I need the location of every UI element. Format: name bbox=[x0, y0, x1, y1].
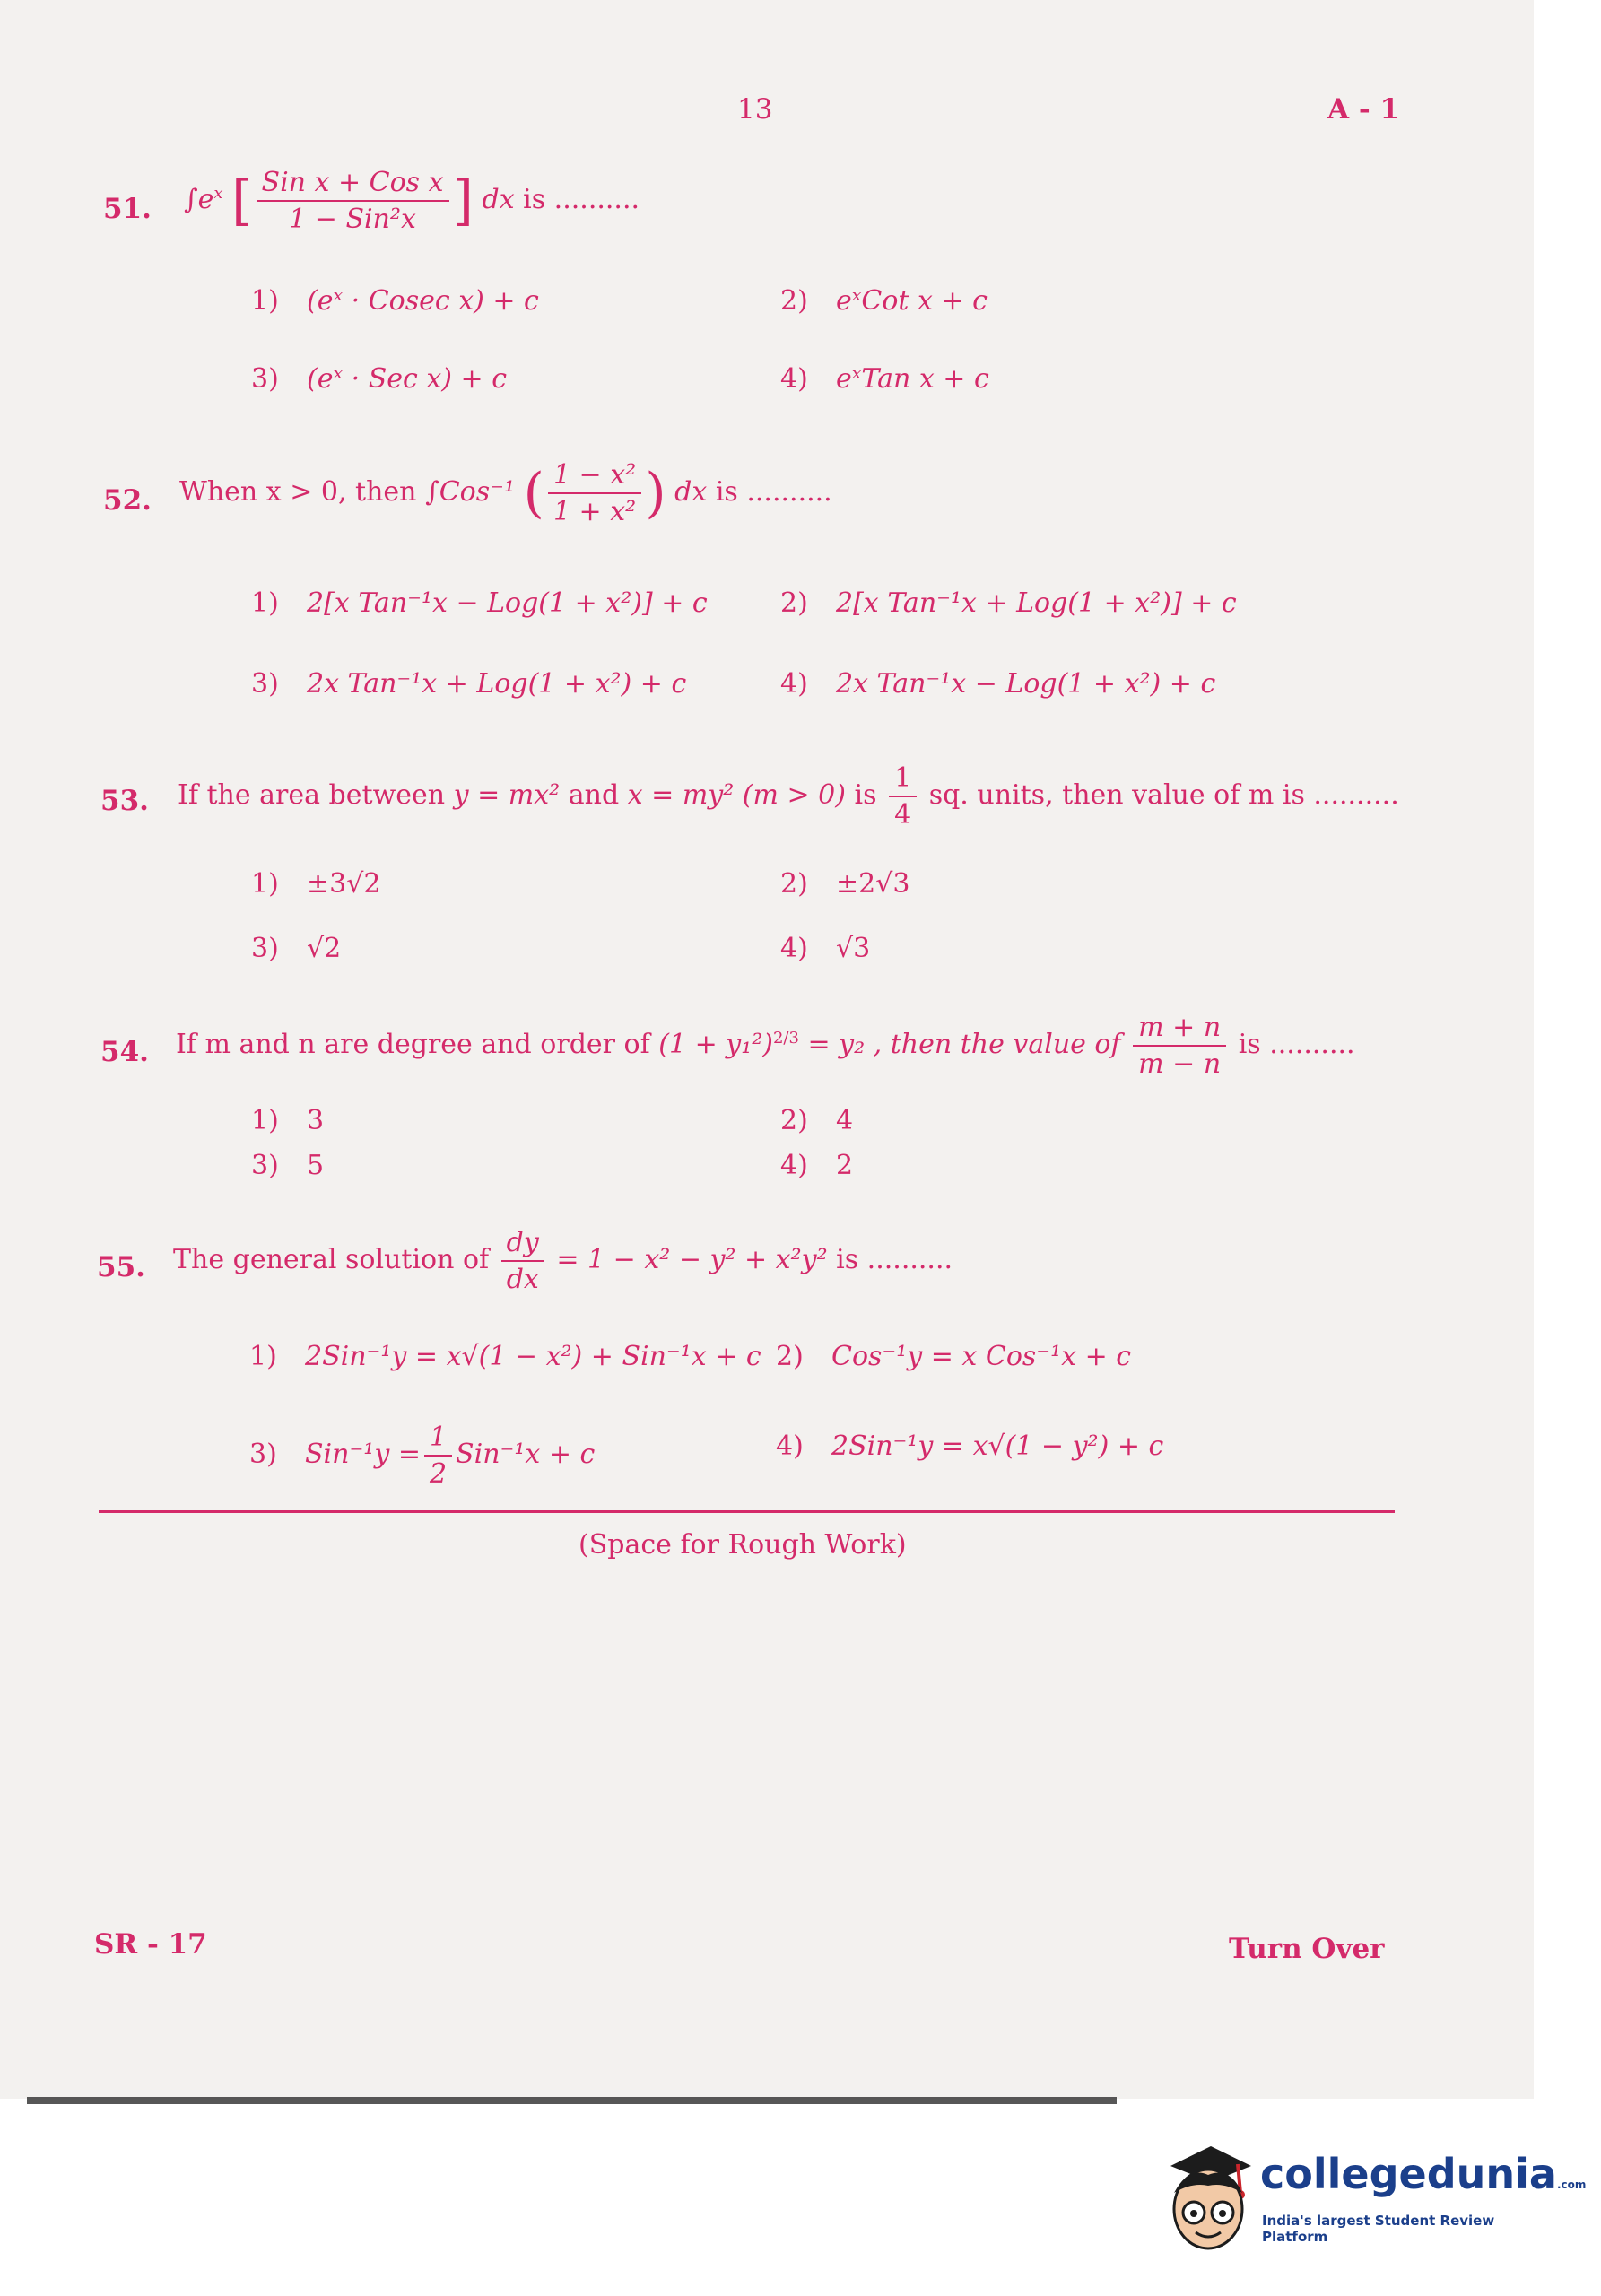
option[interactable]: 1) 2[x Tan⁻¹x − Log(1 + x²)] + c bbox=[251, 587, 708, 619]
option[interactable]: 2) Cos⁻¹y = x Cos⁻¹x + c bbox=[776, 1341, 1132, 1372]
page-number: 13 bbox=[737, 93, 773, 126]
question-text: When x > 0, then ∫Cos⁻¹ ( $\frac{\text{1 − x²}}{\text{1 + x²}}$ ) dx is .......... bbox=[179, 459, 832, 527]
collegedunia-logo bbox=[1162, 2139, 1587, 2265]
option[interactable]: 4) eˣTan x + c bbox=[780, 363, 989, 395]
option[interactable]: 2) 4 bbox=[780, 1105, 854, 1136]
option[interactable]: 2) eˣCot x + c bbox=[780, 285, 988, 317]
question-number: 54. bbox=[100, 1036, 149, 1068]
rough-work-divider bbox=[99, 1510, 1395, 1513]
question-number: 52. bbox=[103, 484, 152, 517]
option[interactable]: 1) 2Sin⁻¹y = x√(1 − x²) + Sin⁻¹x + c bbox=[249, 1341, 761, 1372]
set-code: A - 1 bbox=[1327, 93, 1400, 126]
question-text: If m and n are degree and order of $(1 + y_1^2)^{2/3} = y_2$ , then the value of $\frac{m + n}{m - n}$ is .......... bbox=[176, 1012, 1355, 1080]
page-edge-shadow bbox=[27, 2097, 1117, 2104]
option[interactable]: 2) ±2√3 bbox=[780, 868, 910, 900]
option[interactable]: 4) 2Sin⁻¹y = x√(1 − y²) + c bbox=[776, 1431, 1164, 1462]
question-number: 53. bbox=[100, 785, 149, 817]
question-expression: $\int e^x$ [ $\frac{\text{Sin x + Cos x}}{\text{1 − Sin²x}}$ ] dx is .......... bbox=[184, 167, 640, 235]
question-text: The general solution of $\frac{dy}{dx}$ = 1 − x² − y² + x²y² is .......... bbox=[173, 1227, 953, 1295]
footer-code: SR - 17 bbox=[94, 1928, 207, 1961]
logo-tagline: India's largest Student Review Platform bbox=[1262, 2213, 1495, 2245]
mascot-icon bbox=[1162, 2139, 1256, 2265]
option[interactable]: 4) √3 bbox=[780, 933, 871, 964]
option[interactable]: 1) (eˣ · Cosec x) + c bbox=[251, 285, 539, 317]
option[interactable]: 3) √2 bbox=[251, 933, 342, 964]
option[interactable]: 3) 5 bbox=[251, 1150, 325, 1181]
option[interactable]: 4) 2 bbox=[780, 1150, 854, 1181]
rough-work-label: (Space for Rough Work) bbox=[579, 1529, 907, 1561]
option[interactable]: 3) (eˣ · Sec x) + c bbox=[251, 363, 507, 395]
logo-wordmark: collegedunia.com bbox=[1260, 2150, 1587, 2198]
option[interactable]: 3) 2x Tan⁻¹x + Log(1 + x²) + c bbox=[251, 668, 687, 700]
option[interactable]: 3) Sin⁻¹y = $\frac{1}{2}$ Sin⁻¹x + c bbox=[249, 1422, 596, 1490]
question-number: 51. bbox=[103, 193, 152, 225]
option[interactable]: 1) 3 bbox=[251, 1105, 325, 1136]
option[interactable]: 1) ±3√2 bbox=[251, 868, 381, 900]
option[interactable]: 4) 2x Tan⁻¹x − Log(1 + x²) + c bbox=[780, 668, 1216, 700]
turn-over: Turn Over bbox=[1229, 1933, 1385, 1965]
option[interactable]: 2) 2[x Tan⁻¹x + Log(1 + x²)] + c bbox=[780, 587, 1237, 619]
question-text: If the area between y = mx² and x = my² (m > 0) is $\frac{1}{4}$ sq. units, then value of m is .......... bbox=[178, 762, 1399, 831]
question-number: 55. bbox=[97, 1251, 145, 1283]
